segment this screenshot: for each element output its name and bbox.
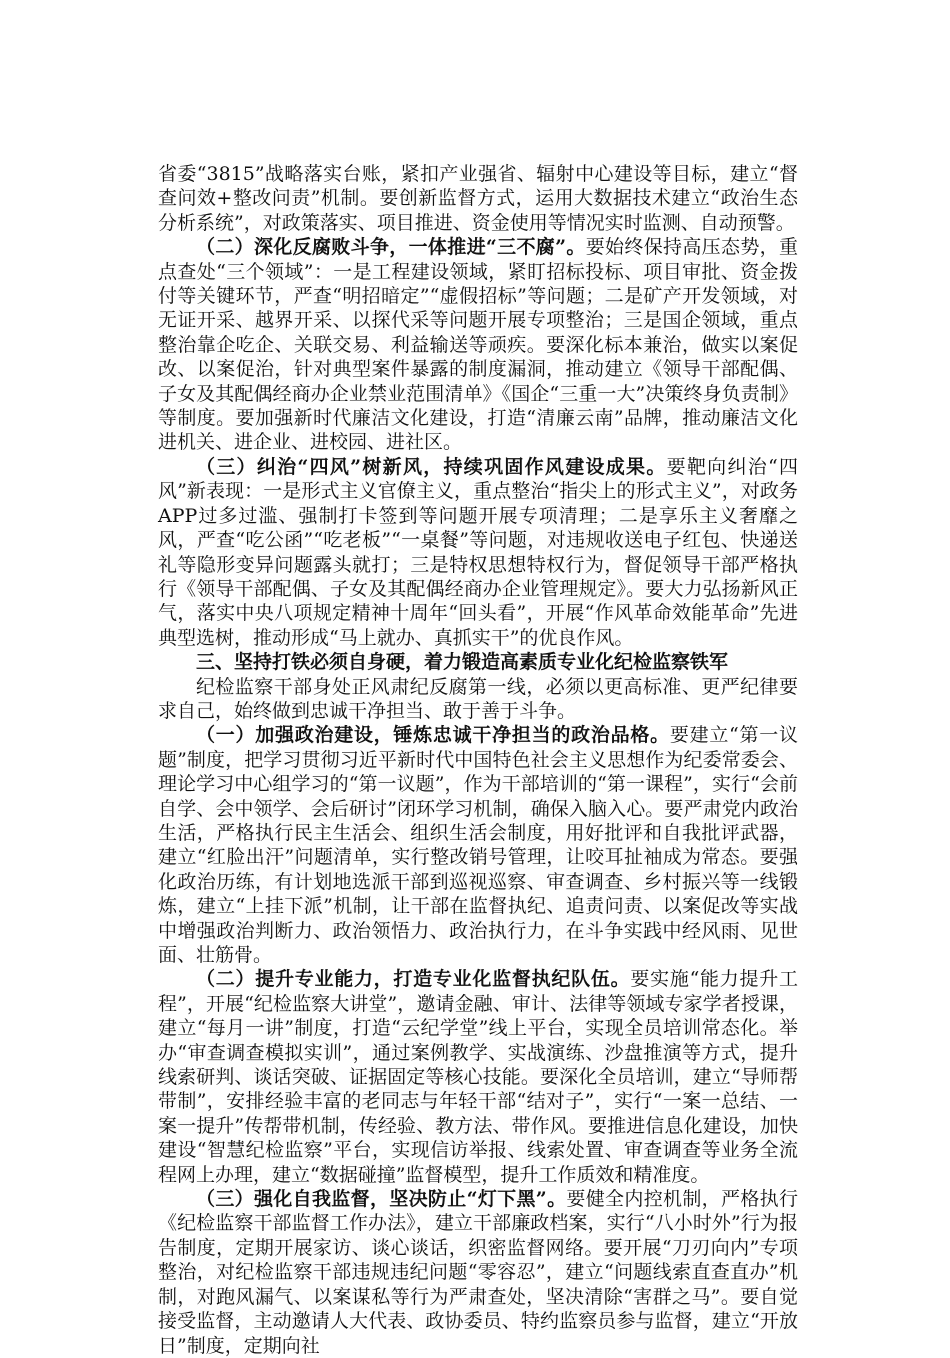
- paragraph-self-supervision: [158, 1187, 798, 1358]
- section-heading-text: 三、坚持打铁必须自身硬，着力锻造高素质专业化纪检监察铁军: [196, 651, 729, 674]
- paragraph-political-building: [158, 723, 798, 967]
- paragraph-anti-corruption: [158, 235, 798, 455]
- paragraph-lead: （三）纠治“四风”树新风，持续巩固作风建设成果。: [196, 455, 667, 478]
- paragraph-text: 省委“3815”战略落实台账，紧扣产业强省、辐射中心建设等目标，建立“督查问效+整改问责”机制。要创新监督方式，运用大数据技术建立“政治生态分析系统”，对政策落实、项目推进、资金使用等情况实时监测、自动预警。: [158, 163, 798, 234]
- paragraph-text: 纪检监察干部身处正风肃纪反腐第一线，必须以更高标准、更严纪律要求自己，始终做到忠诚干净担当、敢于善于斗争。: [158, 675, 798, 722]
- paragraph-professional-ability: [158, 967, 798, 1187]
- paragraph-text: 要健全内控机制，严格执行《纪检监察干部监督工作办法》，建立干部廉政档案，实行“八小时外”行为报告制度，定期开展家访、谈心谈话，织密监督网络。要开展“刀刃向内”专项整治，对纪检监察干部违规违纪问题“零容忍”，建立“问题线索直查直办”机制，对跑风漏气、以案谋私等行为严肃查处，坚决清除“害群之马”。要自觉接受监督，主动邀请人大代表、政协委员、特约监察员参与监督，建立“开放日”制度，定期向社: [158, 1188, 798, 1357]
- paragraph-text: 要靶向纠治“四风”新表现：一是形式主义官僚主义，重点整治“指尖上的形式主义”，对政务APP过多过滥、强制打卡签到等问题开展专项清理；二是享乐主义奢靡之风，严查“吃公函”“吃老板”“一桌餐”等问题，对违规收送电子红包、快递送礼等隐形变异问题露头就打；三是特权思想特权行为，督促领导干部严格执行《领导干部配偶、子女及其配偶经商办企业管理规定》。要大力弘扬新风正气，落实中央八项规定精神十周年“回头看”，开展“作风革命效能革命”先进典型选树，推动形成“马上就办、真抓实干”的优良作风。: [158, 455, 799, 649]
- paragraph-text: 要实施“能力提升工程”，开展“纪检监察大讲堂”，邀请金融、审计、法律等领域专家学者授课，建立“每月一讲”制度，打造“云纪学堂”线上平台，实现全员培训常态化。举办“审查调查模拟实训”，通过案例教学、实战演练、沙盘推演等方式，提升线索研判、谈话突破、证据固定等核心技能。要深化全员培训，建立“导师帮带制”，安排经验丰富的老同志与年轻干部“结对子”，实行“一案一总结、一案一提升”传帮带机制，传经验、教方法、带作风。要推进信息化建设，加快建设“智慧纪检监察”平台，实现信访举报、线索处置、审查调查等业务全流程网上办理，建立“数据碰撞”监督模型，提升工作质效和精准度。: [158, 968, 798, 1186]
- section-heading: [158, 650, 798, 674]
- paragraph-continuation: [158, 162, 798, 235]
- paragraph-text: 要始终保持高压态势，重点查处“三个领域”：一是工程建设领域，紧盯招标投标、项目审批、资金拨付等关键环节，严查“明招暗定”“虚假招标”等问题；二是矿产开发领域，对无证开采、越界开采、以探代采等问题开展专项整治；三是国企领域，重点整治靠企吃企、关联交易、利益输送等顽疾。要深化标本兼治，做实以案促改、以案促治，针对典型案件暴露的制度漏洞，推动建立《领导干部配偶、子女及其配偶经商办企业禁业范围清单》《国企“三重一大”决策终身负责制》等制度。要加强新时代廉洁文化建设，打造“清廉云南”品牌，推动廉洁文化进机关、进企业、进校园、进社区。: [158, 236, 798, 454]
- paragraph-lead: （二）深化反腐败斗争，一体推进“三不腐”。: [196, 236, 586, 259]
- paragraph-lead: （一）加强政治建设，锤炼忠诚干净担当的政治品格。: [196, 724, 670, 747]
- paragraph-lead: （二）提升专业能力，打造专业化监督执纪队伍。: [196, 968, 631, 991]
- document-page: [158, 162, 798, 1358]
- paragraph-intro: [158, 675, 798, 724]
- paragraph-lead: （三）强化自我监督，坚决防止“灯下黑”。: [196, 1188, 567, 1211]
- paragraph-four-winds: [158, 455, 798, 650]
- paragraph-text: 要建立“第一议题”制度，把学习贯彻习近平新时代中国特色社会主义思想作为纪委常委会、理论学习中心组学习的“第一议题”，作为干部培训的“第一课程”，实行“会前自学、会中领学、会后研讨”闭环学习机制，确保入脑入心。要严肃党内政治生活，严格执行民主生活会、组织生活会制度，用好批评和自我批评武器，建立“红脸出汗”问题清单，实行整改销号管理，让咬耳扯袖成为常态。要强化政治历练，有计划地选派干部到巡视巡察、审查调查、乡村振兴等一线锻炼，建立“上挂下派”机制，让干部在监督执纪、追责问责、以案促改等实战中增强政治判断力、政治领悟力、政治执行力，在斗争实践中经风雨、见世面、壮筋骨。: [158, 724, 798, 966]
